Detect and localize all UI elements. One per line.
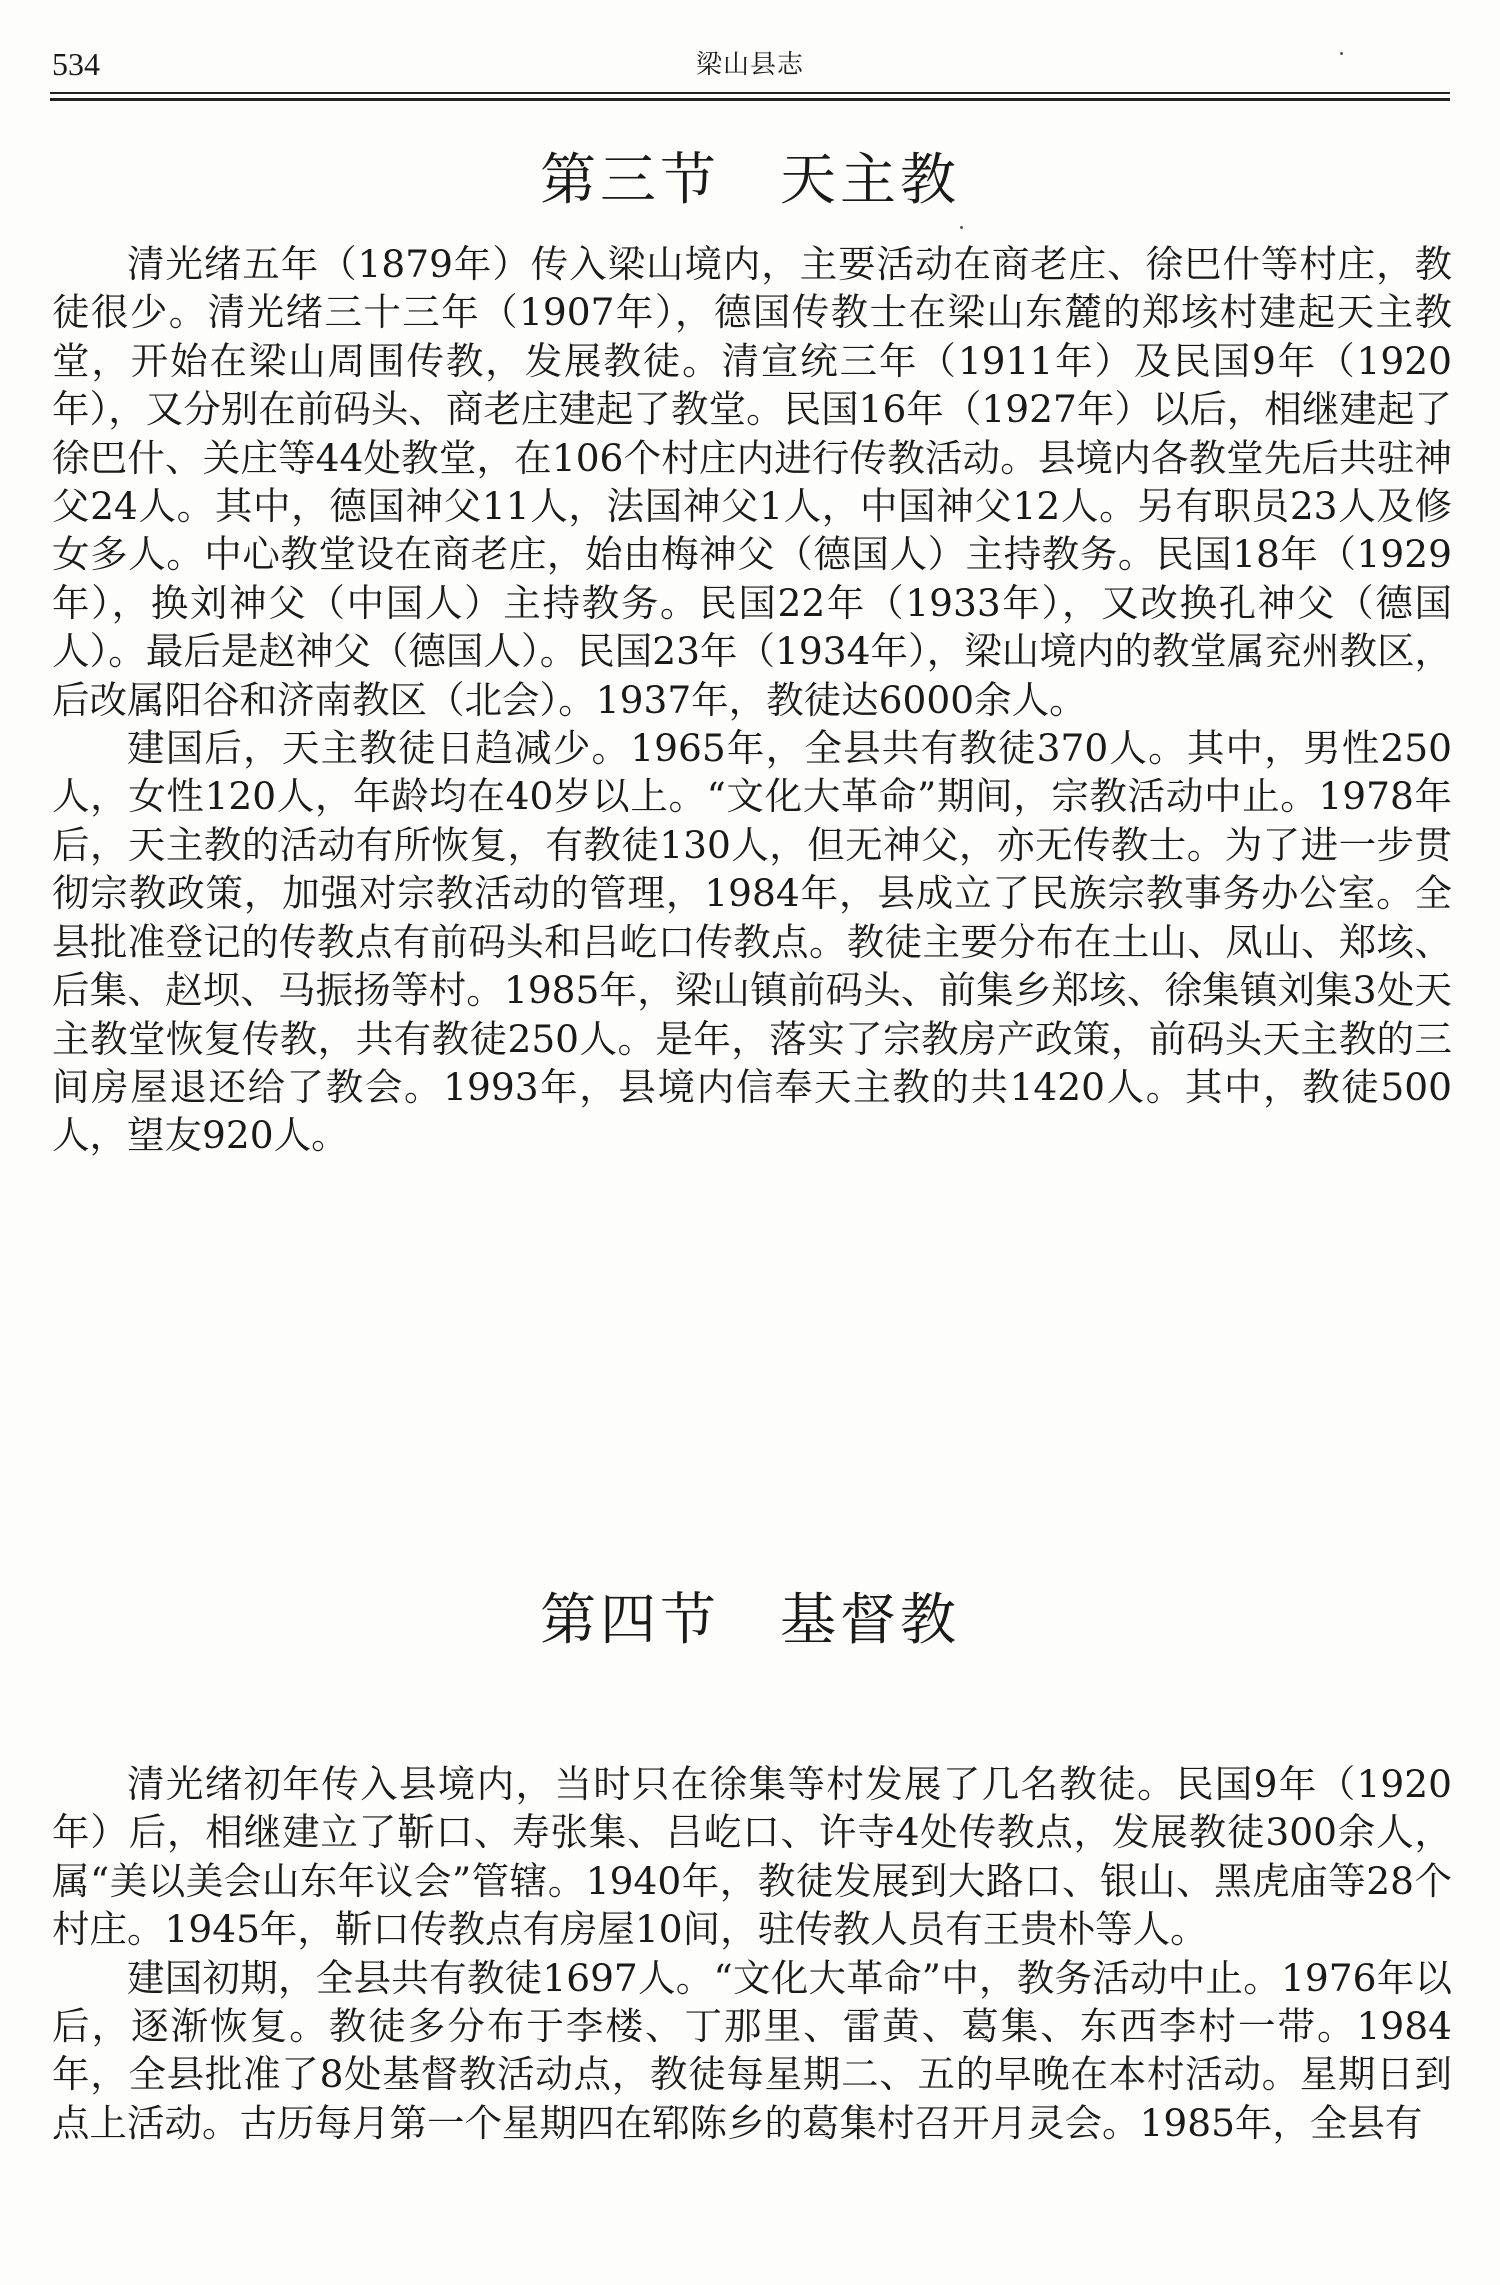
section-heading-catholicism xyxy=(0,146,1500,216)
page-number: 534 xyxy=(52,46,100,82)
scan-speck xyxy=(1340,52,1343,55)
section-number: 第三节 xyxy=(540,148,720,213)
header-double-rule xyxy=(50,92,1450,101)
running-head xyxy=(52,40,1448,90)
scan-speck xyxy=(960,226,963,229)
section-heading-protestantism xyxy=(0,1586,1500,1656)
section-title: 天主教 xyxy=(780,148,960,213)
running-title: 梁山县志 xyxy=(695,50,804,80)
section-body-catholicism xyxy=(52,240,1452,1160)
section-title: 基督教 xyxy=(780,1588,960,1653)
section-body-protestantism xyxy=(52,1760,1452,2147)
paragraph: 清光绪五年（1879年）传入梁山境内，主要活动在商老庄、徐巴什等村庄，教徒很少。清光绪三十三年（1907年），德国传教士在梁山东麓的郑垓村建起天主教堂，开始在梁山周围传教，发展教徒。清宣统三年（1911年）及民国9年（1920年），又分别在前码头、商老庄建起了教堂。民国16年（1927年）以后，相继建起了徐巴什、关庄等44处教堂，在106个村庄内进行传教活动。县境内各教堂先后共驻神父24人。其中，德国神父11人，法国神父1人，中国神父12人。另有职员23人及修女多人。中心教堂设在商老庄，始由梅神父（德国人）主持教务。民国18年（1929年），换刘神父（中国人）主持教务。民国22年（1933年），又改换孔神父（德国人）。最后是赵神父（德国人）。民国23年（1934年），梁山境内的教堂属兖州教区，后改属阳谷和济南教区（北会）。1937年，教徒达6000余人。 xyxy=(52,242,1452,722)
paragraph: 建国后，天主教徒日趋减少。1965年，全县共有教徒370人。其中，男性250人，女性120人，年龄均在40岁以上。“文化大革命”期间，宗教活动中止。1978年后，天主教的活动有所恢复，有教徒130人，但无神父，亦无传教士。为了进一步贯彻宗教政策，加强对宗教活动的管理，1984年，县成立了民族宗教事务办公室。全县批准登记的传教点有前码头和吕屹口传教点。教徒主要分布在土山、凤山、郑垓、后集、赵坝、马振扬等村。1985年，梁山镇前码头、前集乡郑垓、徐集镇刘集3处天主教堂恢复传教，共有教徒250人。是年，落实了宗教房产政策，前码头天主教的三间房屋退还给了教会。1993年，县境内信奉天主教的共1420人。其中，教徒500人，望友920人。 xyxy=(52,726,1452,1158)
paragraph: 清光绪初年传入县境内，当时只在徐集等村发展了几名教徒。民国9年（1920年）后，相继建立了靳口、寿张集、吕屹口、许寺4处传教点，发展教徒300余人，属“美以美会山东年议会”管辖。1940年，教徒发展到大路口、银山、黑虎庙等28个村庄。1945年，靳口传教点有房屋10间，驻传教人员有王贵朴等人。 xyxy=(52,1762,1452,1952)
section-number: 第四节 xyxy=(540,1588,720,1653)
paragraph: 建国初期，全县共有教徒1697人。“文化大革命”中，教务活动中止。1976年以后，逐渐恢复。教徒多分布于李楼、丁那里、雷黄、葛集、东西李村一带。1984年，全县批准了8处基督教活动点，教徒每星期二、五的早晚在本村活动。星期日到点上活动。古历每月第一个星期四在郓陈乡的葛集村召开月灵会。1985年，全县有 xyxy=(52,1955,1452,2145)
